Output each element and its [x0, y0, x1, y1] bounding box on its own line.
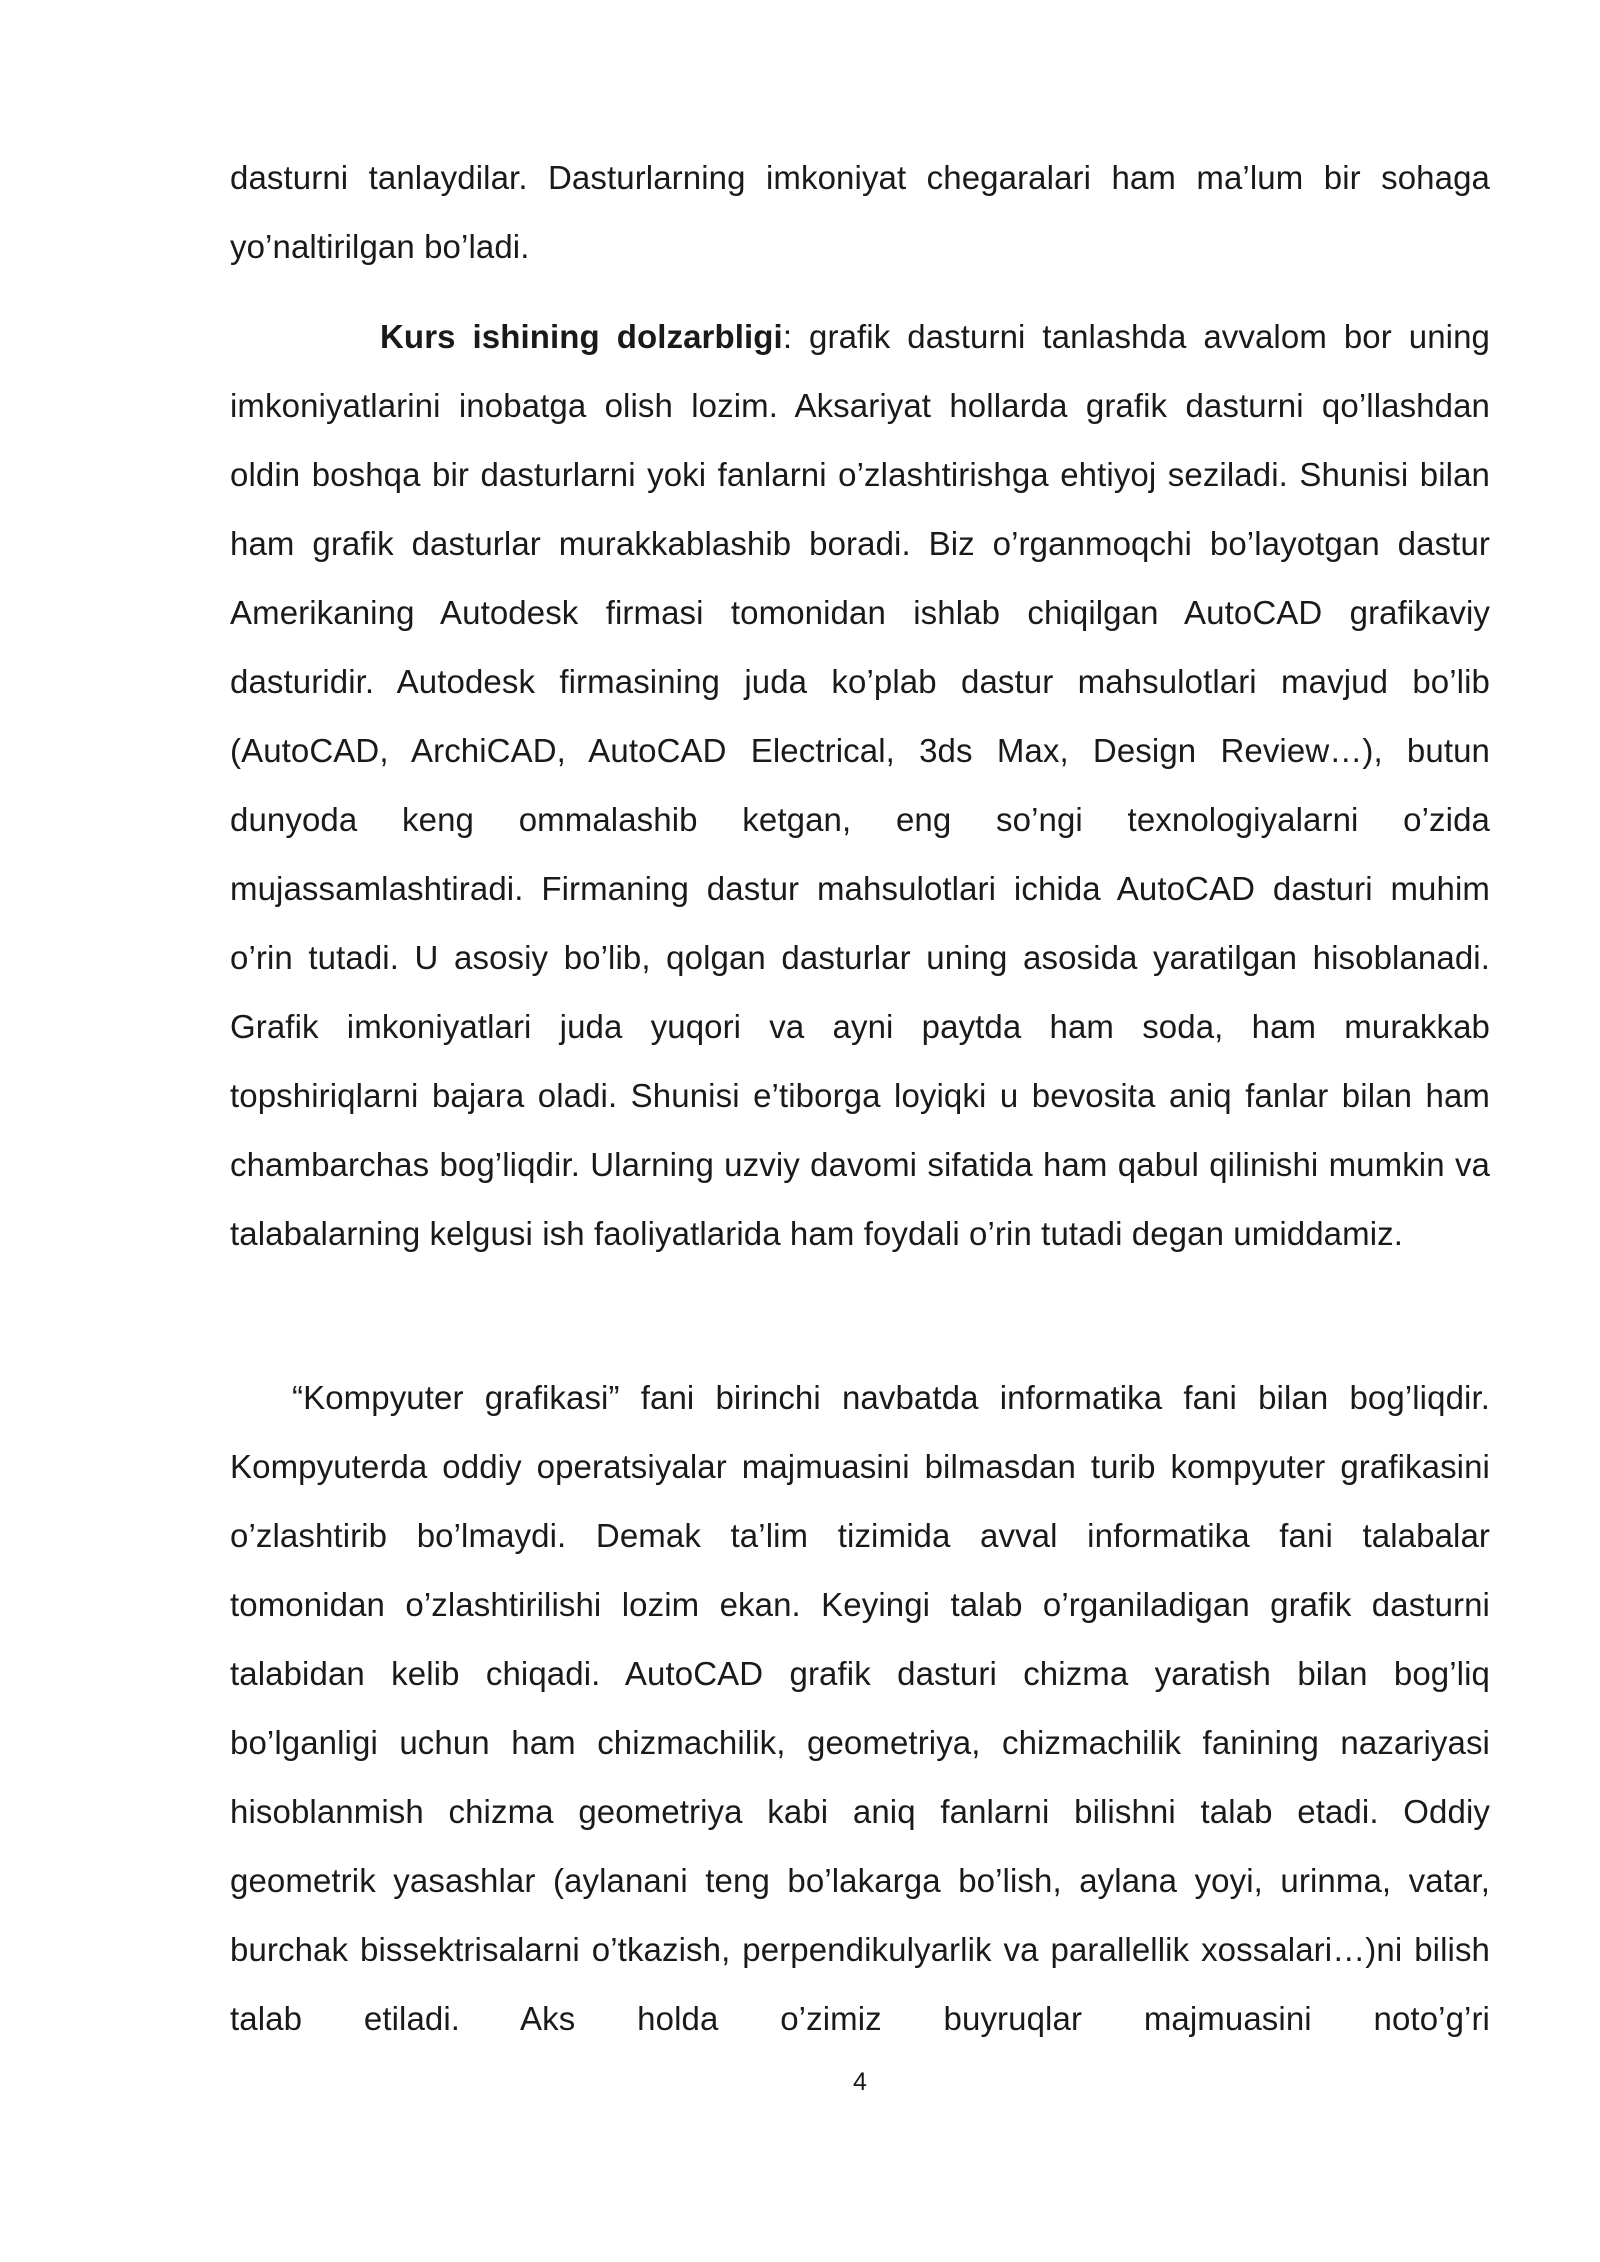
paragraph-continuation: dasturni tanlaydilar. Dasturlarning imkoniyat chegaralari ham ma’lum bir sohaga yo’naltirilgan bo’ladi.: [230, 159, 1490, 265]
paragraph-computer-graphics: “Kompyuter grafikasi” fani birinchi navbatda informatika fani bilan bog’liqdir. Kompyuterda oddiy operatsiyalar majmuasini bilmasdan turib kompyuter grafikasini o’zlashtirib bo’lmaydi. Demak ta’lim tizimida avval informatika fani talabalar tomonidan o’zlashtirilishi lozim ekan. Keyingi talab o’rganiladigan grafik dasturni talabidan kelib chiqadi. AutoCAD grafik dasturi chizma yaratish bilan bog’liq bo’lganligi uchun ham chizmachilik, geometriya, chizmachilik fanining nazariyasi hisoblanmish chizma geometriya kabi aniq fanlarni bilishni talab etadi. Oddiy geometrik yasashlar (aylanani teng bo’lakarga bo’lish, aylana yoyi, urinma, vatar, burchak bissektrisalarni o’tkazish, perpendikulyarlik va parallellik xossalari…)ni bilish talab etiladi. Aks holda o’zimiz buyruqlar majmuasini noto’g’ri: [230, 1379, 1490, 2037]
relevance-heading: Kurs ishining dolzarbligi: [380, 318, 783, 355]
relevance-body: grafik dasturni tanlashda avvalom bor uning imkoniyatlarini inobatga olish lozim. Aksariyat hollarda grafik dasturni qo’llashdan oldin boshqa bir dasturlarni yoki fanlarni o’zlashtirishga ehtiyoj seziladi. Shunisi bilan ham grafik dasturlar murakkablashib boradi. Biz o’rganmoqchi bo’layotgan dastur Amerikaning Autodesk firmasi tomonidan ishlab chiqilgan AutoCAD grafikaviy dasturidir. Autodesk firmasining juda ko’plab dastur mahsulotlari mavjud bo’lib (AutoCAD, ArchiCAD, AutoCAD Electrical, 3ds Max, Design Review…), butun dunyoda keng ommalashib ketgan, eng so’ngi texnologiyalarni o’zida mujassamlashtiradi. Firmaning dastur mahsulotlari ichida AutoCAD dasturi muhim o’rin tutadi. U asosiy bo’lib, qolgan dasturlar uning asosida yaratilgan hisoblanadi. Grafik imkoniyatlari juda yuqori va ayni paytda ham soda, ham murakkab topshiriqlarni bajara oladi. Shunisi e’tiborga loyiqki u bevosita aniq fanlar bilan ham chambarchas bog’liqdir. Ularning uzviy davomi sifatida ham qabul qilinishi mumkin va talabalarning kelgusi ish faoliyatlarida ham foydali o’rin tutadi degan umiddamiz.: [230, 318, 1490, 1252]
relevance-heading-colon: :: [782, 318, 793, 355]
paragraph-relevance: [230, 302, 1490, 1268]
page-number: 4: [853, 2068, 867, 2096]
